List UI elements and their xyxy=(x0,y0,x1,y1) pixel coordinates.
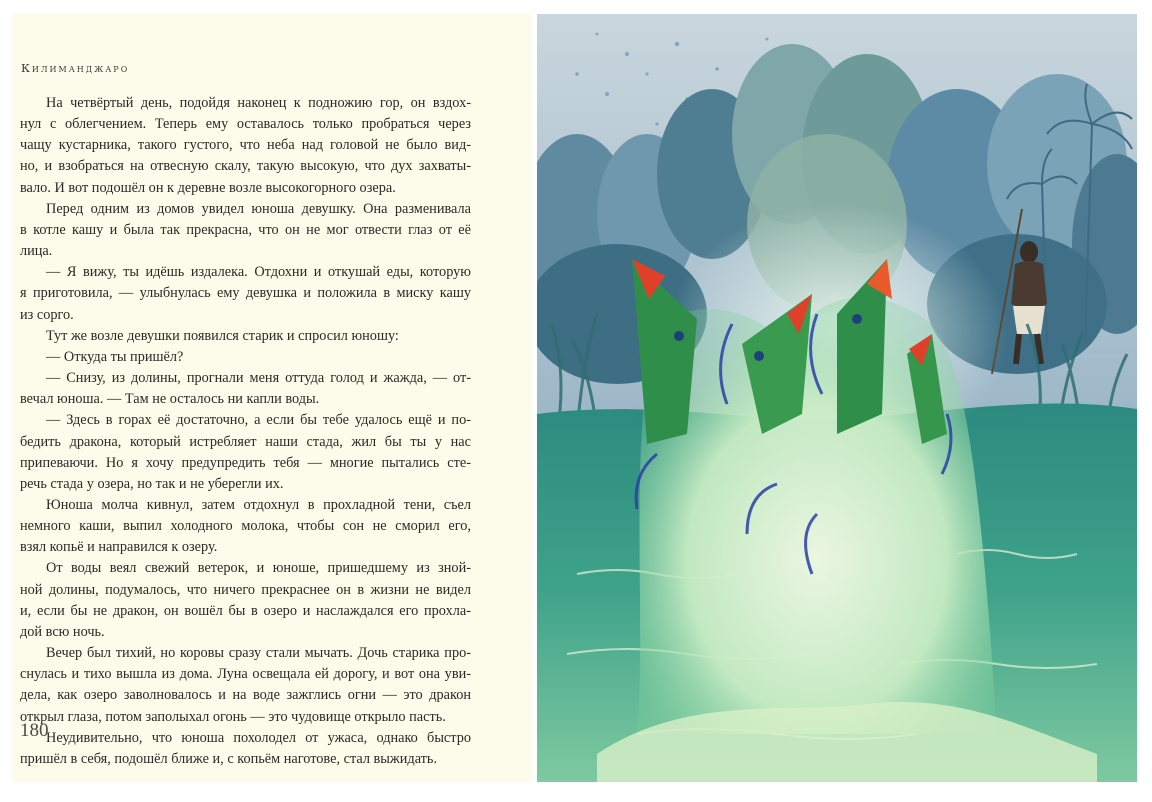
text-line: вечал юноша. — Там не осталось ни капли воды. xyxy=(20,391,320,408)
text-line: бедить дракона, который истребляет наши стада, жил бы ты у нас xyxy=(20,433,471,450)
text-line: чащу кустарника, такого густого, что неба над головой не было вид- xyxy=(20,137,471,154)
text-line: — Снизу, из долины, прогнали меня оттуда голод и жажда, — от- xyxy=(46,370,471,387)
illustration-page xyxy=(537,14,1137,782)
text-line: немного каши, выпил холодного молока, чтобы сон не сморил его, xyxy=(20,518,471,535)
paragraph xyxy=(20,410,471,495)
text-line: речь стада у озера, но так и не уберегли их. xyxy=(20,475,284,492)
running-head: Килиманджаро xyxy=(21,61,130,75)
paragraph xyxy=(20,347,471,368)
paragraph xyxy=(20,558,471,643)
text-line: На четвёртый день, подойдя наконец к подножию гор, он вздох- xyxy=(46,95,471,111)
paragraph xyxy=(20,199,471,262)
text-line: открыл глаза, потом заполыхал огонь — это чудовище открыло пасть. xyxy=(20,708,446,725)
text-line: я приготовила, — улыбнулась ему девушка и положила в миску кашу xyxy=(20,285,471,302)
text-line: пришёл в себя, подошёл ближе и, с копьём наготове, стал выжидать. xyxy=(20,750,438,767)
text-line: — Я вижу, ты идёшь издалека. Отдохни и откушай еды, которую xyxy=(46,264,471,281)
text-line: взял копьё и направился к озеру. xyxy=(20,539,218,556)
dragon-lake-illustration xyxy=(537,14,1137,782)
text-line: лица. xyxy=(20,243,53,260)
paragraph xyxy=(20,495,471,558)
paragraph xyxy=(20,643,471,728)
text-line: нул с облегчением. Теперь ему оставалось только пробраться через xyxy=(20,116,471,133)
text-line: Неудивительно, что юноша похолодел от ужаса, однако быстро xyxy=(46,729,471,746)
text-line: От воды веял свежий ветерок, и юноше, пришедшему из зной- xyxy=(46,560,471,577)
paragraph xyxy=(20,368,471,410)
text-line: и, если бы не дракон, он вошёл бы в озеро и наслаждался его прохла- xyxy=(20,602,471,619)
paragraph xyxy=(20,326,471,347)
text-line: дела, как озеро заволновалось и на воде зажглись огни — это дракон xyxy=(20,687,471,704)
text-line: — Откуда ты пришёл? xyxy=(46,348,184,365)
left-page xyxy=(12,14,532,782)
text-line: но, и взобраться на отвесную скалу, такую высокую, что дух захваты- xyxy=(20,158,471,175)
text-line: — Здесь в горах её достаточно, а если бы тебе удалось ещё и по- xyxy=(46,412,471,429)
text-line: Вечер был тихий, но коровы сразу стали мычать. Дочь старика про- xyxy=(46,645,471,662)
text-line: из сорго. xyxy=(20,306,74,323)
story-text xyxy=(20,93,471,770)
paragraph xyxy=(20,728,471,770)
text-line: дой всю ночь. xyxy=(20,623,105,640)
text-line: в котле кашу и была так прекрасна, что он не мог отвести глаз от её xyxy=(20,221,471,238)
text-line: ной долины, подумалось, что ничего прекраснее он в жизни не видел xyxy=(20,581,471,598)
text-line: Юноша молча кивнул, затем отдохнул в прохладной тени, съел xyxy=(46,496,471,513)
text-line: вало. И вот подошёл он к деревне возле высокогорного озера. xyxy=(20,179,396,196)
text-line: припеваючи. Но я хочу предупредить тебя — многие пытались сте- xyxy=(20,454,471,471)
paragraph xyxy=(20,93,471,199)
text-line: Тут же возле девушки появился старик и спросил юношу: xyxy=(46,327,399,344)
text-line: Перед одним из домов увидел юноша девушку. Она разменивала xyxy=(46,200,471,217)
paragraph xyxy=(20,262,471,325)
text-line: снулась и тихо вышла из дома. Луна освещала ей дорогу, и вот она уви- xyxy=(20,666,471,683)
page-number: 180 xyxy=(20,720,49,741)
